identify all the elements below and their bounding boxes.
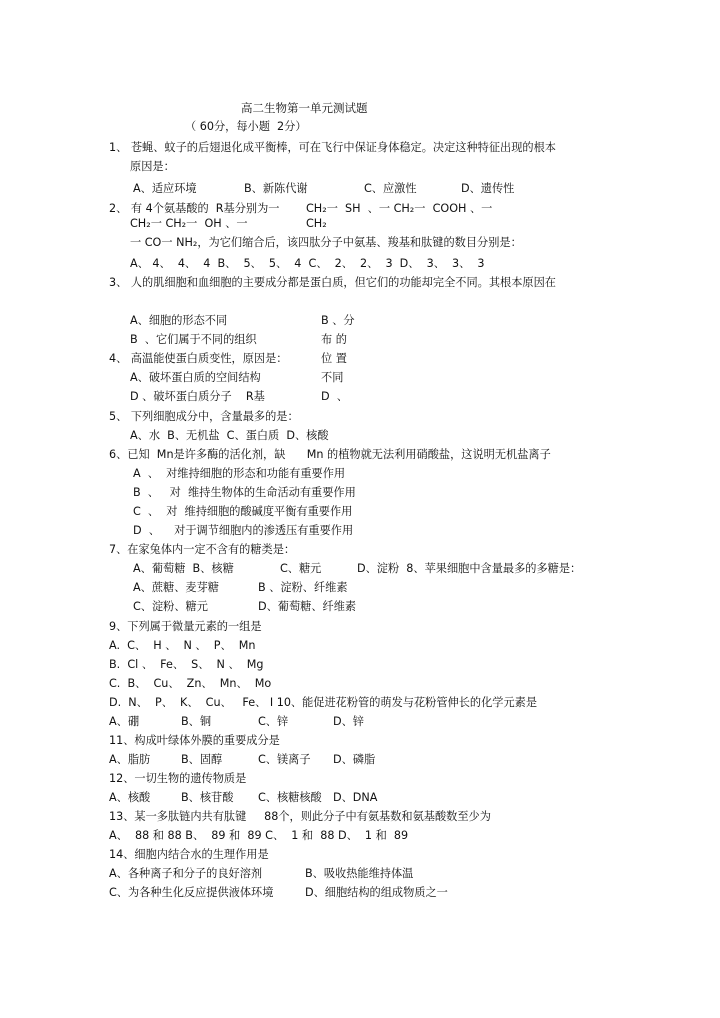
question-11-option-b: B、固醇: [181, 753, 223, 766]
question-14-option-a: A、各种离子和分子的良好溶剂: [109, 867, 263, 880]
question-10-option-a: A、硼: [109, 715, 140, 728]
question-1-text-cont: 原因是：: [130, 160, 175, 173]
question-14-option-c: C、为各种生化反应提供液体环境: [109, 886, 274, 899]
question-9-option-a: A. C、 H 、 N 、 P、 Mn: [109, 639, 256, 652]
question-14-option-d: D、细胞结构的组成物质之一: [305, 886, 448, 899]
exam-subtitle: （ 60分，每小题 2分）: [185, 120, 307, 133]
question-2-text: 2、 有 4个氨基酸的 R基分别为一: [109, 202, 280, 215]
question-5-text: 5、 下列细胞成分中，含量最多的是：: [109, 410, 299, 423]
question-1-option-b: B、新陈代谢: [244, 182, 308, 195]
question-13-text: 13、某一多肽链内共有肽键 88个，则此分子中有氨基数和氨基酸数至少为: [109, 810, 491, 823]
question-3-option-a: A、细胞的形态不同: [130, 314, 228, 327]
question-1-option-d: D、遗传性: [461, 182, 515, 195]
exam-title: 高二生物第一单元测试题: [241, 101, 368, 115]
question-3-option-b-part2: 布 的: [321, 333, 347, 346]
question-2-formula-3: CH₂: [306, 217, 327, 230]
question-3-text: 3、 人的肌细胞和血细胞的主要成分都是蛋白质，但它们的功能却完全不同。其根本原因在: [109, 276, 556, 289]
question-10-option-b: B、铜: [181, 715, 212, 728]
question-1-text: 1、 苍蝇、蚊子的后翅退化成平衡棒，可在飞行中保证身体稳定。决定这种特征出现的根本: [109, 141, 556, 154]
question-12-option-c: C、核糖核酸: [258, 791, 322, 804]
question-6-option-d: D 、 对于调节细胞内的渗透压有重要作用: [133, 524, 354, 537]
question-4-option-a: A、破坏蛋白质的空间结构: [130, 371, 261, 384]
question-6-option-b: B 、 对 维持生物体的生命活动有重要作用: [133, 486, 356, 499]
question-8-option-b: B 、淀粉、纤维素: [258, 581, 348, 594]
question-11-option-c: C、镁离子: [258, 753, 311, 766]
question-12-option-a: A、核酸: [109, 791, 151, 804]
question-1-option-c: C、应激性: [364, 182, 417, 195]
question-2-formula-1: CH₂一 SH 、一 CH₂一 COOH 、一: [306, 202, 493, 215]
question-3-option-b2: B 、它们属于不同的组织: [130, 333, 257, 346]
question-14-option-b: B、吸收热能维持体温: [305, 867, 414, 880]
question-12-option-b: B、核苷酸: [181, 791, 234, 804]
question-6-text: 6、已知 Mn是许多酶的活化剂，缺 Mn 的植物就无法利用硝酸盐，这说明无机盐离子: [109, 448, 551, 461]
question-2-text-cont: 一 CO一 NH₂，为它们缩合后，该四肽分子中氨基、羧基和肽键的数目分别是：: [130, 236, 522, 249]
question-2-options: A、 4、 4、 4 B、 5、 5、 4 C、 2、 2、 3 D、 3、 3、 3: [130, 257, 485, 270]
question-8-text: D、淀粉 8、苹果细胞中含量最多的多糖是：: [357, 562, 582, 575]
question-13-options: A、 88 和 88 B、 89 和 89 C、 1 和 88 D、 1 和 89: [109, 829, 409, 842]
question-12-text: 12、一切生物的遗传物质是: [109, 772, 247, 785]
question-8-option-a: A、蔗糖、麦芽糖: [133, 581, 219, 594]
question-11-text: 11、构成叶绿体外膜的重要成分是: [109, 734, 280, 747]
question-11-option-d: D、磷脂: [333, 753, 376, 766]
question-6-option-c: C 、 对 维持细胞的酸碱度平衡有重要作用: [133, 505, 353, 518]
question-14-text: 14、细胞内结合水的生理作用是: [109, 848, 269, 861]
question-8-option-d: D、葡萄糖、纤维素: [258, 600, 357, 613]
question-11-option-a: A、脂肪: [109, 753, 151, 766]
question-9-option-c: C. B、 Cu、 Zn、 Mn、 Mo: [109, 677, 272, 690]
question-2-formula-2: CH₂一 CH₂一 OH 、一: [130, 217, 248, 230]
question-7-text: 7、在家兔体内一定不含有的糖类是：: [109, 543, 296, 556]
question-12-option-d: D、DNA: [333, 791, 378, 804]
question-8-option-c: C、淀粉、糖元: [133, 600, 208, 613]
question-7-option-ab: A、葡萄糖 B、核糖: [133, 562, 234, 575]
question-9-option-b: B. Cl 、 Fe、 S、 N 、 Mg: [109, 658, 264, 671]
question-3-option-b-part4: 不同: [321, 371, 344, 384]
question-1-option-a: A、适应环境: [133, 182, 197, 195]
question-4-option-d: D 、破坏蛋白质分子 R基: [130, 390, 265, 403]
question-3-option-b-part1: B 、分: [321, 314, 355, 327]
question-10-option-c: C、锌: [258, 715, 289, 728]
question-3-option-d-fragment: D 、: [321, 390, 348, 403]
question-5-options: A、水 B、无机盐 C、蛋白质 D、核酸: [130, 429, 329, 442]
question-10-option-d: D、锌: [333, 715, 364, 728]
question-6-option-a: A 、 对维持细胞的形态和功能有重要作用: [133, 467, 346, 480]
question-9-option-d-and-question-10: D. N、 P、 K、 Cu、 Fe、 I 10、能促进花粉管的萌发与花粉管伸长的化学元素是: [109, 696, 538, 709]
question-3-option-b-part3: 位 置: [321, 352, 347, 365]
question-7-option-c: C、糖元: [280, 562, 322, 575]
question-9-text: 9、下列属于微量元素的一组是: [109, 620, 262, 633]
question-4-text: 4、 高温能使蛋白质变性，原因是：: [109, 352, 288, 365]
